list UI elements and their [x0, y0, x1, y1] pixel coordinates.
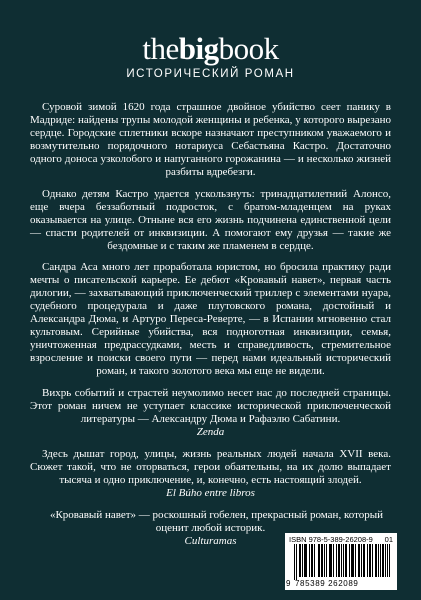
- barcode-bar: [300, 544, 301, 577]
- barcode-bar: [304, 544, 305, 577]
- barcode-bar: [333, 544, 334, 577]
- barcode-bar: [341, 544, 342, 577]
- review-quote-source: El Búho entre libros: [166, 486, 255, 499]
- barcode-bar: [318, 544, 319, 577]
- review-quote: [30, 387, 391, 439]
- isbn-barcode: [285, 533, 397, 590]
- barcode-bar: [382, 544, 383, 577]
- barcode-bar: [372, 544, 373, 577]
- barcode-bar: [309, 544, 310, 577]
- isbn-number: ISBN 978-5-389-26208-9: [289, 535, 373, 544]
- synopsis-paragraph-2: Однако детям Кастро удается ускользнуть: тринадцатилетний Алонсо, еще вчера беззаботный подросток, с братом-младенцем на руках оказывается на улице. Отныне вся его жизнь подчинена единственной цели — спасти родителей от инквизиции. А помогают ему друзья — такие же бездомные и с таким же пламенем в сердце.: [30, 187, 391, 252]
- barcode-bar: [299, 544, 300, 577]
- barcode-bar: [361, 544, 362, 577]
- synopsis-paragraph-1: Суровой зимой 1620 года страшное двойное убийство сеет панику в Мадриде: найдены трупы молодой женщины и ребенка, у которого вырезано сердце. Городские сплетники вскоре назначают преступником уважаемого и возмутительно порядочного нотариуса Себастьяна Кастро. Достаточно одного доноса узколобого и напуганного горожанина — и несколько жизней разбиты вдребезги.: [30, 101, 391, 178]
- barcode-bar: [321, 544, 322, 577]
- barcode-bar: [363, 544, 364, 577]
- barcode-bar: [331, 544, 332, 577]
- barcode-bar: [352, 544, 353, 577]
- barcode-bar: [375, 544, 376, 577]
- barcode-bar: [305, 544, 306, 577]
- barcode-bar: [339, 544, 340, 577]
- barcode-bar: [389, 544, 390, 577]
- barcode-bars: [294, 544, 390, 580]
- barcode-bar: [324, 544, 325, 577]
- barcode-bar: [359, 544, 360, 577]
- blurb-text: [30, 101, 391, 557]
- review-quote-source: Culturamas: [184, 534, 237, 547]
- review-quote-text: «Кровавый навет» — роскошный гобелен, прекрасный роман, который оценит любой историк.: [49, 508, 384, 534]
- barcode-bar: [367, 544, 368, 577]
- author-paragraph: Сандра Аса много лет проработала юристом, но бросила практику ради мечты о писательской карьере. Ее дебют «Кровавый навет», первая часть дилогии, — захватывающий приключенческий триллер с элементами нуара, судебного процедурала и даже плутовского романа, достойный и Александра Дюма, и Артуро Переса-Реверте, — в Испании мгновенно стал культовым. Серийные убийства, вся подноготная инквизиции, семья, уничтоженная предрассудками, месть и справедливость, стремительное взросление и поиски своего пути — перед нами идеальный исторический роман, и такого золотого века мы еще не видели.: [30, 261, 391, 378]
- barcode-bar: [319, 544, 320, 577]
- barcode-bar: [383, 544, 384, 577]
- barcode-bar: [385, 544, 386, 577]
- barcode-bar: [322, 544, 323, 577]
- barcode-bar: [353, 544, 354, 577]
- barcode-bar: [314, 544, 315, 577]
- barcode-bar: [296, 544, 297, 580]
- barcode-bar: [294, 544, 295, 580]
- barcode-bar: [302, 544, 303, 577]
- thebigbook-logo: thebigbook: [142, 31, 279, 66]
- barcode-bar: [378, 544, 379, 577]
- series-title: ИСТОРИЧЕСКИЙ РОМАН: [126, 68, 295, 80]
- barcode-bar: [380, 544, 381, 577]
- barcode-bar: [387, 544, 388, 577]
- barcode-bar: [351, 544, 352, 577]
- barcode-bar: [311, 544, 312, 577]
- barcode-bar: [349, 544, 350, 577]
- barcode-bar: [346, 544, 347, 577]
- barcode-bar: [343, 544, 344, 577]
- barcode-bar: [338, 544, 339, 577]
- barcode-bar: [364, 544, 365, 577]
- barcode-first-digit: 9: [286, 579, 291, 588]
- barcode-bar: [326, 544, 327, 577]
- barcode-bar: [376, 544, 377, 577]
- barcode-bar: [306, 544, 307, 577]
- barcode-bar: [329, 544, 330, 577]
- barcode-bar: [370, 544, 371, 577]
- barcode-addon: 01: [384, 535, 393, 544]
- barcode-bar: [312, 544, 313, 577]
- barcode-digits: 785389 262089: [295, 579, 359, 588]
- barcode-bar: [358, 544, 359, 577]
- review-quote: [30, 448, 391, 500]
- review-quote-text: Здесь дышат город, улицы, жизнь реальных людей начала XVII века. Сюжет такой, что не оторваться, герои обаятельны, на их долю выпадает тысяча и одно приключение, и, конечно, есть настоящий злодей.: [30, 447, 391, 486]
- publisher-brand: [0, 33, 421, 81]
- review-quote-source: Zenda: [196, 425, 225, 438]
- barcode-bar: [336, 544, 337, 577]
- barcode-bar: [330, 544, 331, 577]
- barcode-bar: [369, 544, 370, 577]
- barcode-bar: [345, 544, 346, 577]
- review-quote-text: Вихрь событий и страстей неумолимо несет нас до последней страницы. Этот роман ничем не уступает классике исторической приключенческой литературы — Александру Дюма и Рафаэлю Сабатини.: [30, 387, 391, 425]
- barcode-bar: [355, 544, 356, 577]
